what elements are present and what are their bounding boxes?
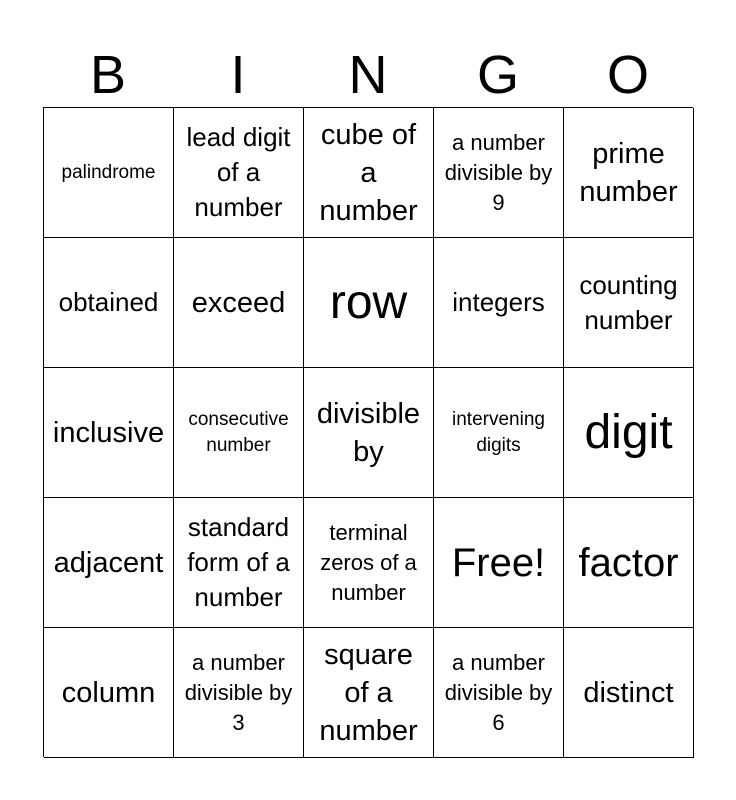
bingo-cell-3-3[interactable] — [304, 368, 434, 498]
bingo-cell-3-5[interactable] — [564, 368, 694, 498]
cell-label: a number divisible by 6 — [444, 649, 553, 735]
cell-label: integers — [452, 287, 545, 317]
cell-label: palindrome — [61, 161, 156, 183]
header-letter-g: G — [476, 45, 519, 105]
cell-label: exceed — [191, 286, 286, 319]
cell-label: square of a number — [319, 638, 418, 747]
bingo-cell-2-1[interactable] — [44, 238, 174, 368]
cell-label: divisible by — [316, 397, 421, 468]
bingo-cell-4-1[interactable] — [44, 498, 174, 628]
cell-label: cube of a number — [319, 118, 418, 227]
bingo-cell-4-4[interactable] — [434, 498, 564, 628]
bingo-cell-1-1[interactable] — [44, 108, 174, 238]
bingo-cell-3-4[interactable] — [434, 368, 564, 498]
cell-label: distinct — [583, 676, 674, 709]
cell-label: lead digit of a number — [186, 122, 291, 222]
cell-label: counting number — [579, 269, 678, 335]
bingo-cell-3-2[interactable] — [174, 368, 304, 498]
header-letter-n: N — [348, 45, 388, 105]
cell-label: a number divisible by 9 — [444, 129, 553, 215]
header-letter-o: O — [606, 45, 649, 105]
cell-label: consecutive number — [188, 408, 289, 456]
cell-label: factor — [578, 540, 679, 585]
header-letter-i: I — [230, 45, 246, 105]
bingo-cell-5-4[interactable] — [434, 628, 564, 758]
bingo-cell-5-2[interactable] — [174, 628, 304, 758]
cell-label: adjacent — [53, 546, 164, 579]
header-letter-b: B — [89, 45, 127, 105]
bingo-cell-2-3[interactable] — [304, 238, 434, 368]
bingo-cell-1-4[interactable] — [434, 108, 564, 238]
cell-label: row — [329, 275, 408, 329]
bingo-cell-5-5[interactable] — [564, 628, 694, 758]
cell-label: a number divisible by 3 — [184, 649, 293, 735]
cell-label: standard form of a number — [187, 512, 290, 612]
cell-label: prime number — [579, 137, 678, 208]
bingo-cell-2-2[interactable] — [174, 238, 304, 368]
bingo-cell-1-2[interactable] — [174, 108, 304, 238]
bingo-cell-4-2[interactable] — [174, 498, 304, 628]
cell-label: intervening digits — [452, 408, 545, 456]
bingo-cell-5-3[interactable] — [304, 628, 434, 758]
bingo-board — [43, 107, 693, 757]
bingo-header — [43, 44, 693, 106]
cell-label: inclusive — [52, 416, 165, 449]
free-space-label: Free! — [451, 540, 546, 585]
cell-label: terminal zeros of a number — [320, 519, 417, 605]
bingo-cell-3-1[interactable] — [44, 368, 174, 498]
bingo-cell-2-4[interactable] — [434, 238, 564, 368]
cell-label: obtained — [58, 287, 159, 317]
bingo-cell-5-1[interactable] — [44, 628, 174, 758]
cell-label: column — [61, 676, 156, 709]
bingo-cell-2-5[interactable] — [564, 238, 694, 368]
bingo-cell-4-5[interactable] — [564, 498, 694, 628]
bingo-cell-4-3[interactable] — [304, 498, 434, 628]
bingo-cell-1-5[interactable] — [564, 108, 694, 238]
bingo-cell-1-3[interactable] — [304, 108, 434, 238]
cell-label: digit — [584, 405, 673, 459]
